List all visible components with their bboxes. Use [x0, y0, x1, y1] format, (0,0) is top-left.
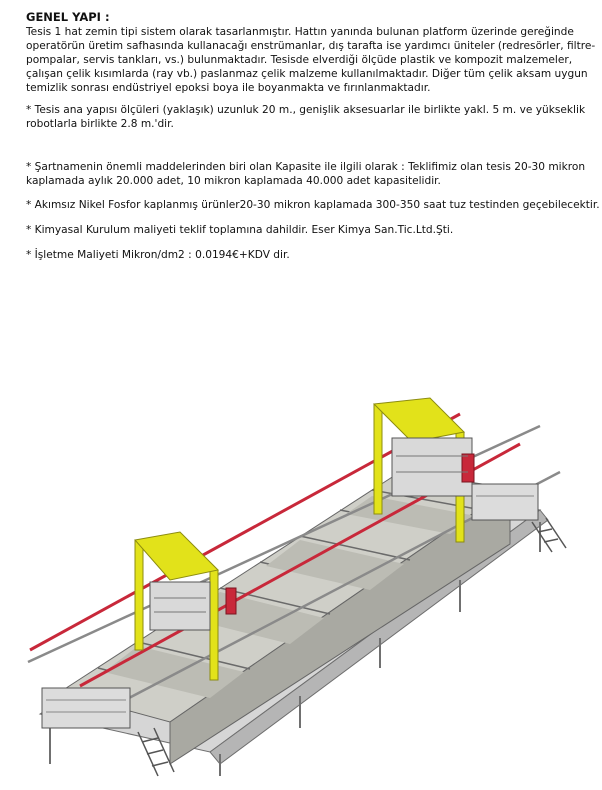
- salt-test-line: * Akımsız Nikel Fosfor kaplanmış ürünler20-30 mikron kaplamada 300-350 saat tuz testinden geçebilecektir.: [26, 199, 600, 211]
- intro-line-3: pompalar, servis tankları, vs.) bulunmaktadır. Tesisde elverdiği ölçüde plastik ve kompozit malzemeler,: [26, 54, 573, 66]
- dimensions-line-2: robotlarla birlikte 2.8 m.'dir.: [26, 118, 174, 130]
- chemical-line: * Kimyasal Kurulum maliyeti teklif toplamına dahildir. Eser Kimya San.Tic.Ltd.Şti.: [26, 224, 454, 236]
- intro-line-2: operatörün üretim safhasında kullanacağı enstrümanlar, dış tarafta ise yardımcı üniteler (redresörler, filtre-: [26, 40, 596, 52]
- plating-line-drawing: [20, 392, 580, 784]
- intro-line-5: temizlik sonrası endüstriyel epoksi boya ile boyanmakta ve fırınlanmaktadır.: [26, 82, 431, 94]
- intro-line-1: Tesis 1 hat zemin tipi sistem olarak tasarlanmıştır. Hattın yanında bulunan platform üzerinde gereğinde: [26, 26, 574, 38]
- capacity-line-1: * Şartnamenin önemli maddelerinden biri olan Kapasite ile ilgili olarak : Teklifimiz olan tesis 20-30 mikron: [26, 161, 586, 173]
- unloading-station-right: [472, 484, 538, 520]
- intro-line-4: çalışan çelik kısımlarda (ray vb.) paslanmaz çelik malzeme kullanılmaktadır. Diğer tüm çelik aksam uygun: [26, 68, 588, 80]
- plating-line-illustration: [20, 392, 580, 784]
- document-text: [26, 10, 600, 262]
- capacity-line-2: kaplamada aylık 20.000 adet, 10 mikron kaplamada 40.000 adet kapasitelidir.: [26, 175, 441, 187]
- section-heading: GENEL YAPI :: [26, 10, 110, 24]
- loading-station-left: [42, 688, 130, 728]
- cost-line: * İşletme Maliyeti Mikron/dm2 : 0.0194€+KDV dir.: [26, 249, 290, 261]
- dimensions-line-1: * Tesis ana yapısı ölçüleri (yaklaşık) uzunluk 20 m., genişlik aksesuarlar ile birlikte yakl. 5 m. ve yükseklik: [26, 104, 586, 116]
